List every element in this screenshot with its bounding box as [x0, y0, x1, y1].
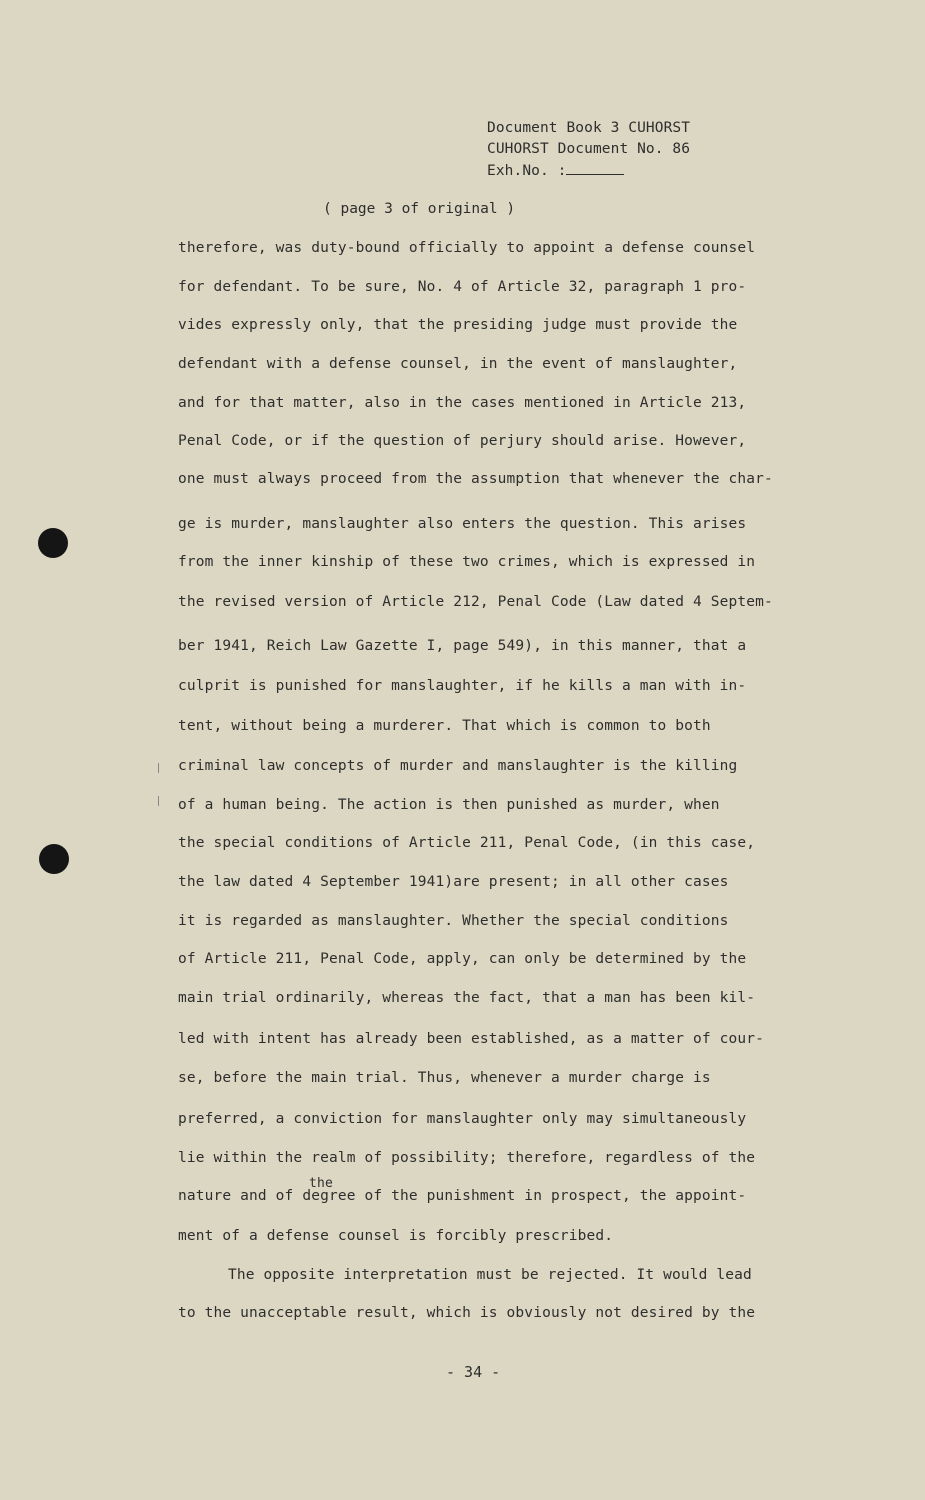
body-text-line: of Article 211, Penal Code, apply, can only be determined by the	[178, 951, 747, 967]
body-text-line: ber 1941, Reich Law Gazette I, page 549), in this manner, that a	[178, 638, 747, 654]
body-text-line: ment of a defense counsel is forcibly prescribed.	[178, 1228, 614, 1244]
exhibit-number-blank	[566, 160, 624, 175]
body-text-line: The opposite interpretation must be rejected. It would lead	[228, 1267, 752, 1283]
interlinear-insert: the	[309, 1176, 333, 1191]
body-text-line: nature and of degree of the punishment in prospect, the appoint-	[178, 1188, 747, 1204]
body-text-line: from the inner kinship of these two crimes, which is expressed in	[178, 554, 756, 570]
body-text-line: to the unacceptable result, which is obviously not desired by the	[178, 1305, 756, 1321]
body-text-line: the revised version of Article 212, Penal Code (Law dated 4 Septem-	[178, 594, 773, 610]
exhibit-number-line	[487, 160, 690, 182]
body-text-line: lie within the realm of possibility; therefore, regardless of the	[178, 1150, 756, 1166]
body-text-line: defendant with a defense counsel, in the event of manslaughter,	[178, 356, 738, 372]
body-text-line: preferred, a conviction for manslaughter only may simultaneously	[178, 1111, 747, 1127]
body-text-line: criminal law concepts of murder and manslaughter is the killing	[178, 758, 738, 774]
body-text-line: Penal Code, or if the question of perjury should arise. However,	[178, 433, 747, 449]
document-number-line: CUHORST Document No. 86	[487, 141, 691, 157]
body-text-line: one must always proceed from the assumption that whenever the char-	[178, 471, 773, 487]
body-text-line: and for that matter, also in the cases mentioned in Article 213,	[178, 395, 747, 411]
document-header	[487, 118, 690, 182]
exhibit-label: Exh.No. :	[487, 163, 567, 179]
document-book-line: Document Book 3 CUHORST	[487, 120, 691, 136]
body-text-line: therefore, was duty-bound officially to appoint a defense counsel	[178, 240, 756, 256]
body-text-line: se, before the main trial. Thus, whenever a murder charge is	[178, 1070, 711, 1086]
body-text-line: it is regarded as manslaughter. Whether the special conditions	[178, 913, 729, 929]
body-text-line: culprit is punished for manslaughter, if he kills a man with in-	[178, 678, 747, 694]
margin-mark	[158, 796, 159, 806]
punch-hole	[39, 844, 69, 874]
body-text-line: main trial ordinarily, whereas the fact, that a man has been kil-	[178, 990, 756, 1006]
body-text-line: ge is murder, manslaughter also enters the question. This arises	[178, 516, 747, 532]
original-page-reference: ( page 3 of original )	[323, 201, 516, 217]
margin-mark	[158, 763, 159, 773]
body-text-line: the law dated 4 September 1941)are present; in all other cases	[178, 874, 729, 890]
body-text-line: tent, without being a murderer. That which is common to both	[178, 718, 711, 734]
page-number: - 34 -	[446, 1363, 501, 1381]
body-text-line: vides expressly only, that the presiding judge must provide the	[178, 317, 738, 333]
punch-hole	[38, 528, 68, 558]
body-text-line: led with intent has already been established, as a matter of cour-	[178, 1031, 765, 1047]
body-text-line: of a human being. The action is then punished as murder, when	[178, 797, 720, 813]
body-text-line: for defendant. To be sure, No. 4 of Article 32, paragraph 1 pro-	[178, 279, 747, 295]
body-text-line: the special conditions of Article 211, Penal Code, (in this case,	[178, 835, 756, 851]
